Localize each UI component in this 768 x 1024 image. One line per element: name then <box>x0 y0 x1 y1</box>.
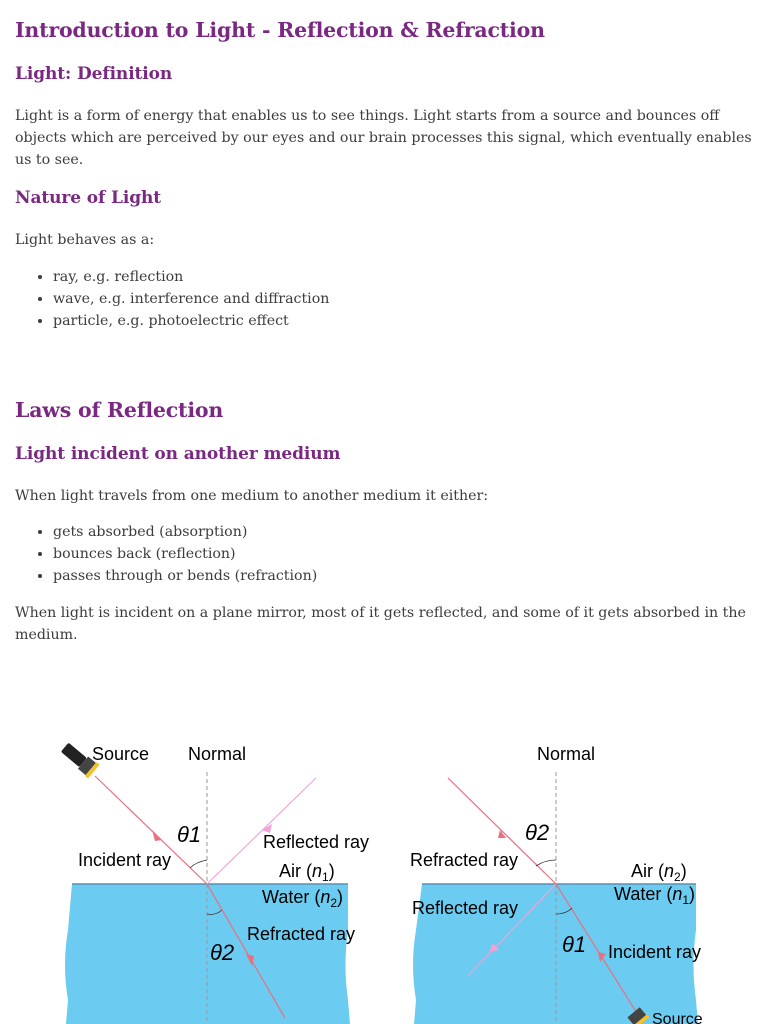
right-reflected-ray-label: Reflected ray <box>412 898 519 918</box>
nature-list <box>15 266 768 332</box>
left-source-label: Source <box>92 744 150 764</box>
left-air-label: Air $(n_1)$ <box>279 861 335 884</box>
right-incident-ray-label: Incident ray <box>608 942 702 962</box>
heading-nature-of-light: Nature of Light <box>15 188 162 208</box>
right-water-label: Water $(n_1)$ <box>614 884 696 907</box>
incident-intro: When light travels from one medium to another medium it either: <box>15 488 489 504</box>
list-item: • ray, e.g. reflection <box>53 266 768 288</box>
left-refracted-ray-label: Refracted ray <box>247 924 356 944</box>
right-normal-label: Normal <box>537 744 596 764</box>
left-normal-label: Normal <box>188 744 247 764</box>
nature-intro: Light behaves as a: <box>15 232 155 248</box>
right-air-label: Air $(n_2)$ <box>631 861 687 884</box>
incident-list <box>15 521 768 587</box>
left-water-label: Water $(n_2)$ <box>262 887 344 910</box>
heading-laws-of-reflection: Laws of Reflection <box>15 398 224 422</box>
left-diagram <box>59 740 369 1024</box>
left-incident-arrow <box>152 830 162 841</box>
left-theta1-label: θ1 <box>177 822 202 847</box>
mirror-paragraph: When light is incident on a plane mirror, most of it gets reflected, and some of it gets absorbed in the medium. <box>15 605 746 643</box>
list-item: • gets absorbed (absorption) <box>53 521 768 543</box>
right-refracted-ray-label: Refracted ray <box>410 850 519 870</box>
right-theta2-label: θ2 <box>525 820 550 845</box>
left-reflected-ray-label: Reflected ray <box>263 832 370 852</box>
left-angle-theta1-arc <box>190 860 207 868</box>
right-diagram <box>410 744 703 1024</box>
definition-paragraph: Light is a form of energy that enables us to see things. Light starts from a source and bounces off objects which are perceived by our eyes and our brain processes this signal, which eventually enables us to see. <box>15 108 752 168</box>
list-item: • particle, e.g. photoelectric effect <box>53 310 768 332</box>
left-theta2-label: θ2 <box>210 940 235 965</box>
right-theta1-label: θ1 <box>562 932 587 957</box>
list-item: • bounces back (reflection) <box>53 543 768 565</box>
right-angle-theta2-arc <box>536 860 556 866</box>
heading-light-incident: Light incident on another medium <box>15 444 341 464</box>
right-source-label: Source <box>652 1011 703 1024</box>
heading-light-definition: Light: Definition <box>15 64 173 84</box>
left-incident-ray-label: Incident ray <box>78 850 172 870</box>
page-title: Introduction to Light - Reflection & Refraction <box>15 18 545 42</box>
list-item: • passes through or bends (refraction) <box>53 565 768 587</box>
reflection-refraction-diagram <box>0 700 768 1024</box>
list-item: • wave, e.g. interference and diffraction <box>53 288 768 310</box>
